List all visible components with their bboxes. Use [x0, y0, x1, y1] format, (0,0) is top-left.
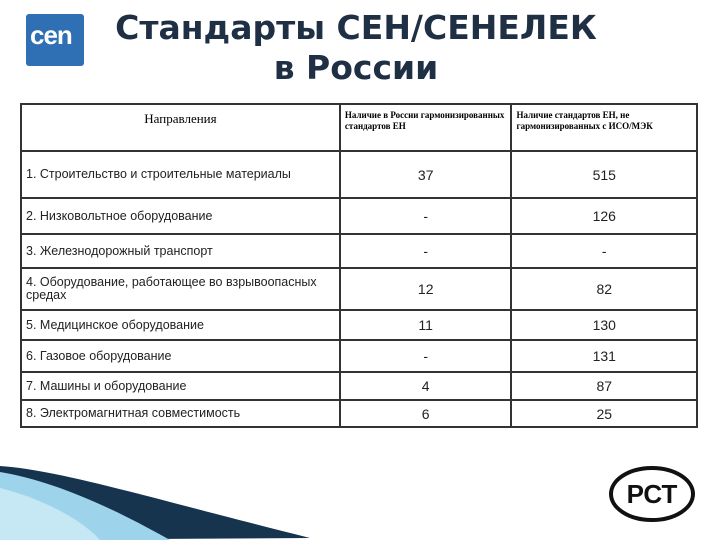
- rst-certification-mark: [608, 465, 696, 523]
- row-not-harmonized: 87: [511, 372, 697, 400]
- table-row: [21, 372, 697, 400]
- row-harmonized: 12: [340, 268, 512, 310]
- table-row: [21, 151, 697, 198]
- row-not-harmonized: 131: [511, 340, 697, 372]
- row-harmonized: -: [340, 340, 512, 372]
- table-row: [21, 400, 697, 427]
- row-harmonized: 6: [340, 400, 512, 427]
- row-direction: 4. Оборудование, работающее во взрывоопасных средах: [21, 268, 340, 310]
- table-row: [21, 310, 697, 340]
- row-harmonized: -: [340, 234, 512, 268]
- table-row: [21, 234, 697, 268]
- row-direction: 5. Медицинское оборудование: [21, 310, 340, 340]
- cen-logo-text: cen: [30, 20, 72, 50]
- row-not-harmonized: 82: [511, 268, 697, 310]
- row-direction: 7. Машины и оборудование: [21, 372, 340, 400]
- table-header-row: [21, 104, 697, 151]
- table-row: [21, 198, 697, 234]
- header-harmonized: Наличие в России гармонизированных стандартов ЕН: [340, 104, 512, 151]
- row-harmonized: -: [340, 198, 512, 234]
- row-not-harmonized: 25: [511, 400, 697, 427]
- row-harmonized: 11: [340, 310, 512, 340]
- row-not-harmonized: -: [511, 234, 697, 268]
- row-not-harmonized: 515: [511, 151, 697, 198]
- row-direction: 8. Электромагнитная совместимость: [21, 400, 340, 427]
- cen-logo: [26, 14, 84, 66]
- title-line-2: в России: [273, 48, 439, 87]
- row-not-harmonized: 126: [511, 198, 697, 234]
- rst-mark-text: РСТ: [626, 479, 678, 509]
- row-harmonized: 4: [340, 372, 512, 400]
- table-row: [21, 268, 697, 310]
- row-direction: 6. Газовое оборудование: [21, 340, 340, 372]
- header-not-harmonized: Наличие стандартов ЕН, не гармонизированных с ИСО/МЭК: [511, 104, 697, 151]
- table-row: [21, 340, 697, 372]
- decorative-wave: [0, 458, 310, 540]
- row-direction: 1. Строительство и строительные материалы: [21, 151, 340, 198]
- header-directions: Направления: [21, 104, 340, 151]
- page-title: [96, 8, 616, 88]
- row-harmonized: 37: [340, 151, 512, 198]
- row-direction: 2. Низковольтное оборудование: [21, 198, 340, 234]
- row-not-harmonized: 130: [511, 310, 697, 340]
- row-direction: 3. Железнодорожный транспорт: [21, 234, 340, 268]
- standards-table: [20, 103, 698, 428]
- title-line-1: Стандарты СЕН/СЕНЕЛЕК: [115, 8, 597, 47]
